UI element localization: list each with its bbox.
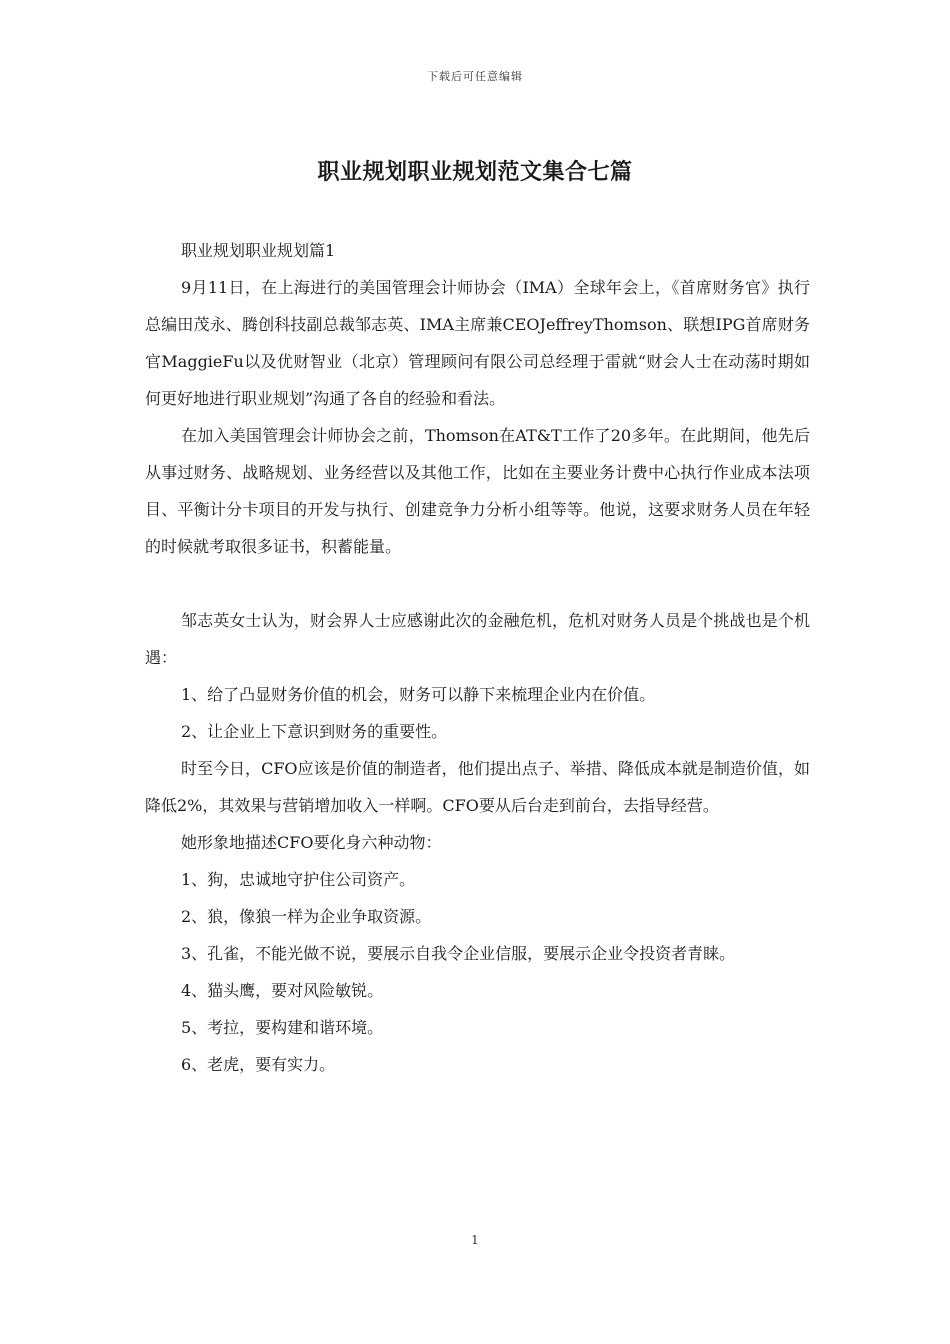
list-item-animal-koala: 5、考拉，要构建和谐环境。: [181, 1018, 384, 1037]
document-body: [145, 232, 810, 1083]
list-item-animal-tiger: 6、老虎，要有实力。: [181, 1055, 336, 1074]
paragraph-zou-opinion: 邹志英女士认为，财会界人士应感谢此次的金融危机，危机对财务人员是个挑战也是个机遇：: [145, 611, 810, 667]
page-number: 1: [471, 1233, 479, 1247]
document-title: 职业规划职业规划范文集合七篇: [317, 159, 633, 185]
paragraph-spacer: [145, 565, 810, 602]
list-item-animal-wolf: 2、狼，像狼一样为企业争取资源。: [181, 907, 432, 926]
list-item-opportunity-1: 1、给了凸显财务价值的机会，财务可以静下来梳理企业内在价值。: [181, 685, 656, 704]
section-heading: 职业规划职业规划篇1: [181, 241, 336, 260]
list-item-opportunity-2: 2、让企业上下意识到财务的重要性。: [181, 722, 448, 741]
paragraph-cfo-value: 时至今日，CFO应该是价值的制造者，他们提出点子、举措、降低成本就是制造价值，如降低2%，其效果与营销增加收入一样啊。CFO要从后台走到前台，去指导经营。: [145, 759, 810, 815]
list-item-animal-peacock: 3、孔雀，不能光做不说，要展示自我令企业信服，要展示企业令投资者青睐。: [181, 944, 736, 963]
paragraph-thomson-background: 在加入美国管理会计师协会之前，Thomson在AT&T工作了20多年。在此期间，他先后从事过财务、战略规划、业务经营以及其他工作，比如在主要业务计费中心执行作业成本法项目、平衡计分卡项目的开发与执行、创建竞争力分析小组等等。他说，这要求财务人员在年轻的时候就考取很多证书，积蓄能量。: [145, 426, 810, 556]
paragraph-six-animals-intro: 她形象地描述CFO要化身六种动物：: [181, 833, 442, 852]
paragraph-ima-conference: 9月11日，在上海进行的美国管理会计师协会（IMA）全球年会上，《首席财务官》执行总编田茂永、腾创科技副总裁邹志英、IMA主席兼CEOJeffreyThomson、联想IPG首席财务官MaggieFu以及优财智业（北京）管理顾问有限公司总经理于雷就“财会人士在动荡时期如何更好地进行职业规划”沟通了各自的经验和看法。: [145, 278, 810, 408]
list-item-animal-dog: 1、狗，忠诚地守护住公司资产。: [181, 870, 416, 889]
list-item-animal-owl: 4、猫头鹰，要对风险敏锐。: [181, 981, 384, 1000]
header-note: 下载后可任意编辑: [427, 70, 523, 83]
